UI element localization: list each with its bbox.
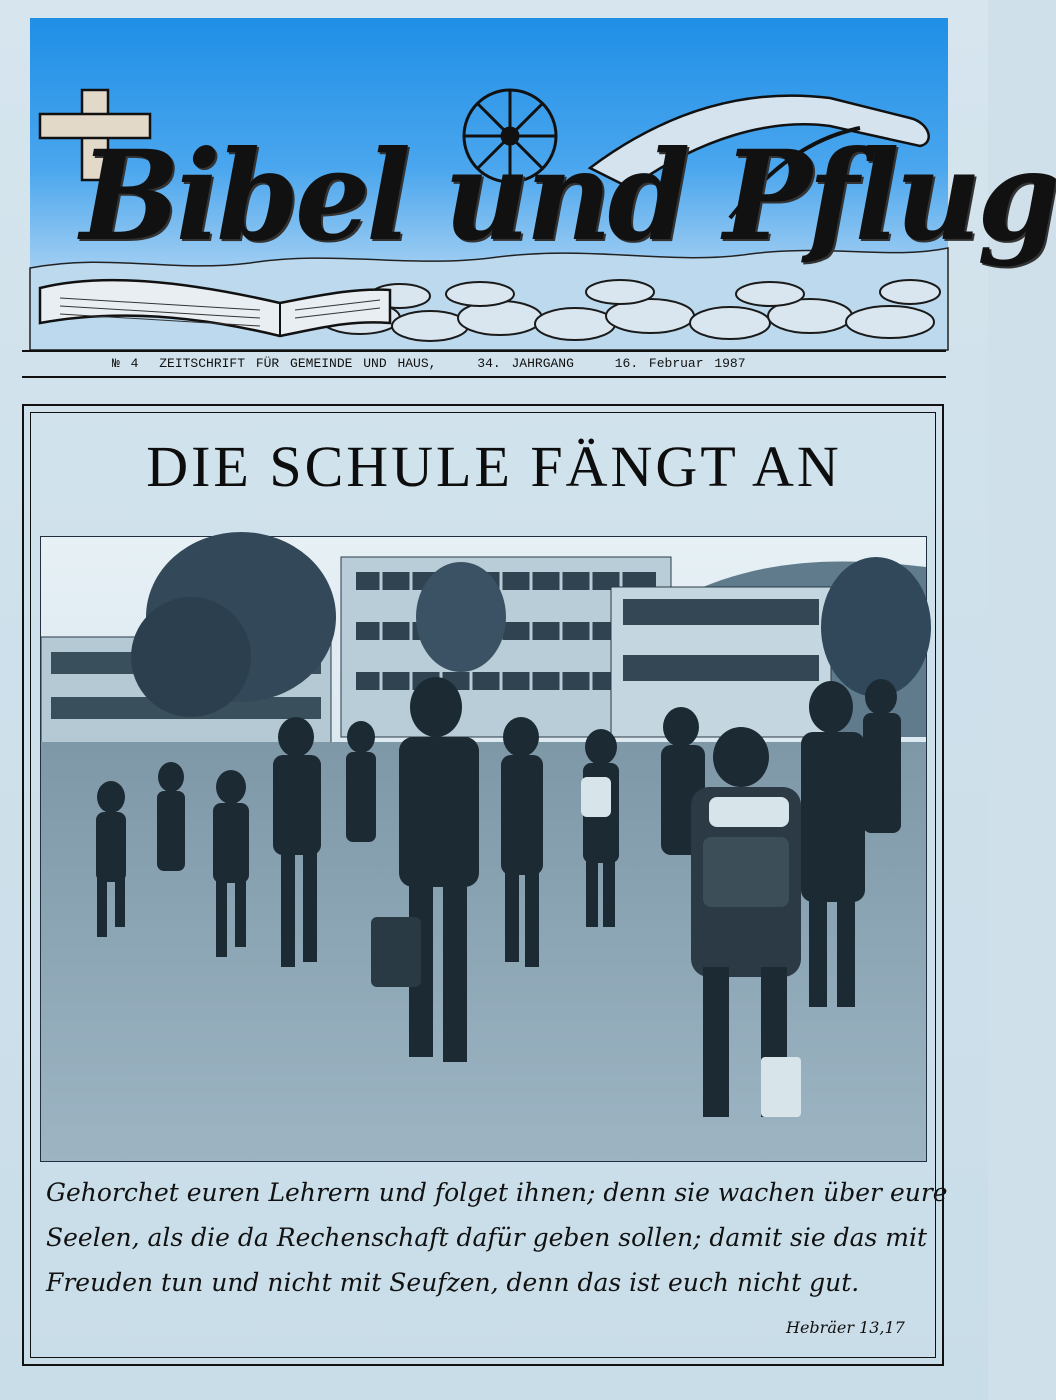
masthead-rule-bottom	[22, 376, 946, 378]
issue-number: № 4	[112, 356, 139, 371]
issue-volume: 34. JAHRGANG	[477, 356, 574, 371]
issue-line	[112, 356, 832, 371]
bible-verse	[46, 1170, 948, 1305]
masthead-title: Bibel und Pflug	[80, 122, 1056, 269]
issue-subtitle: ZEITSCHRIFT FÜR GEMEINDE UND HAUS,	[159, 356, 437, 371]
masthead-rule-top	[22, 350, 946, 352]
verse-line: Seelen, als die da Rechenschaft dafür geben sollen; damit sie das mit	[46, 1223, 928, 1252]
issue-date: 16. Februar 1987	[614, 356, 746, 371]
photo-illustration	[41, 537, 926, 1161]
schoolyard-photo	[40, 536, 927, 1162]
masthead	[30, 18, 1056, 350]
verse-line: Freuden tun und nicht mit Seufzen, denn das ist euch nicht gut.	[46, 1268, 860, 1297]
verse-reference: Hebräer 13,17	[786, 1318, 905, 1337]
verse-line: Gehorchet euren Lehrern und folget ihnen; denn sie wachen über eure	[46, 1178, 948, 1207]
headline: DIE SCHULE FÄNGT AN	[146, 434, 842, 499]
